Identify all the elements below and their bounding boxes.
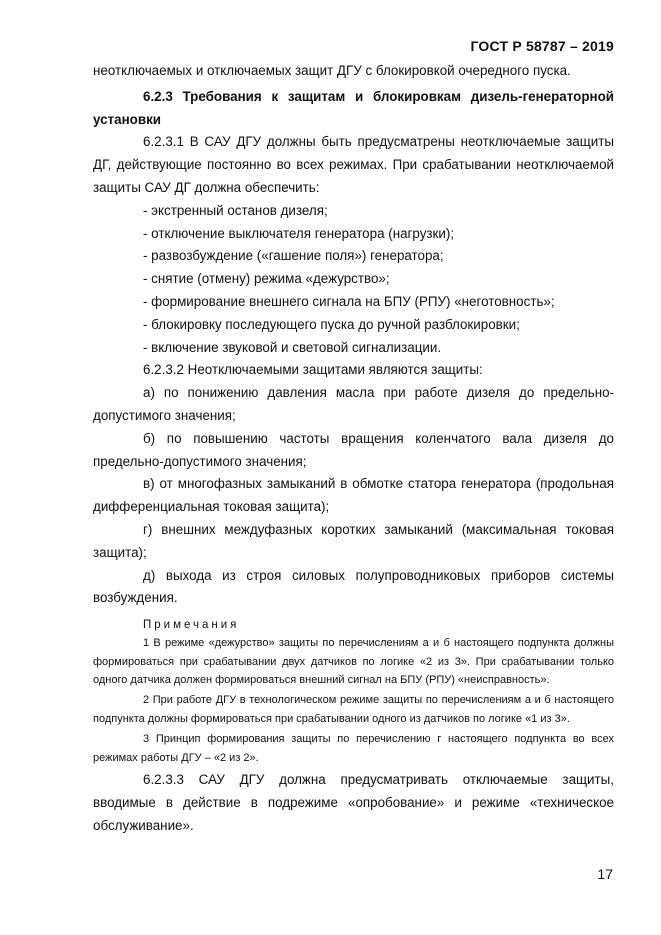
list-item-d: д) выхода из строя силовых полупроводниковых приборов системы возбуждения. xyxy=(93,567,614,606)
list-item: - формирование внешнего сигнала на БПУ (РПУ) «неготовность»; xyxy=(143,293,555,309)
note-1: 1 В режиме «дежурство» защиты по перечислениям а и б настоящего подпункта должны формироваться при срабатывании двух датчиков по логике «2 из 3». При срабатывании только одного датчика должен формироваться внешний сигнал на БПУ (РПУ) «неисправность». xyxy=(93,637,614,686)
note-3: 3 Принцип формирования защиты по перечислению г настоящего подпункта во всех режимах работы ДГУ – «2 из 2». xyxy=(93,733,614,764)
paragraph-6-2-3-2: 6.2.3.2 Неотключаемыми защитами являются защиты: xyxy=(143,362,483,378)
list-item: - снятие (отмену) режима «дежурство»; xyxy=(143,271,390,287)
protection-list xyxy=(93,382,614,610)
note-2: 2 При работе ДГУ в технологическом режиме защиты по перечислениям а и б настоящего подпункта должны формироваться при срабатывании одного из датчиков по логике «1 из 3». xyxy=(93,694,614,725)
paragraph-6-2-3-1: 6.2.3.1 В САУ ДГУ должны быть предусматрены неотключаемые защиты ДГ, действующие постоянно во всех режимах. При срабатывании неотключаемой защиты САУ ДГ должна обеспечить: xyxy=(93,134,614,195)
notes-title: Примечания xyxy=(143,619,240,632)
list-item: - экстренный останов дизеля; xyxy=(143,202,328,218)
list-item: - блокировку последующего пуска до ручной разблокировки; xyxy=(143,316,520,332)
section-heading: 6.2.3 Требования к защитам и блокировкам дизель-генераторной установки xyxy=(93,88,614,127)
list-item: - включение звуковой и световой сигнализации. xyxy=(143,339,442,355)
list-item-b: б) по повышению частоты вращения коленчатого вала дизеля до предельно-допустимого значения; xyxy=(93,430,614,469)
list-item-v: в) от многофазных замыканий в обмотке статора генератора (продольная дифференциальная токовая защита); xyxy=(93,476,614,515)
list-item: - отключение выключателя генератора (нагрузки); xyxy=(143,225,455,241)
list-item-a: а) по понижению давления масла при работе дизеля до предельно-допустимого значения; xyxy=(93,385,614,423)
bullet-list xyxy=(93,200,614,360)
standard-header: ГОСТ Р 58787 – 2019 xyxy=(470,38,614,54)
page-number: 17 xyxy=(597,866,613,882)
document-body xyxy=(93,60,614,837)
list-item: - развозбуждение («гашение поля») генератора; xyxy=(143,248,444,264)
list-item-g: г) внешних междуфазных коротких замыканий (максимальная токовая защита); xyxy=(93,521,614,560)
paragraph-6-2-3-3: 6.2.3.3 САУ ДГУ должна предусматривать отключаемые защиты, вводимые в действие в подрежиме «опробование» и режиме «техническое обслуживание». xyxy=(93,771,614,833)
intro-line: неотключаемых и отключаемых защит ДГУ с блокировкой очередного пуска. xyxy=(93,63,571,78)
